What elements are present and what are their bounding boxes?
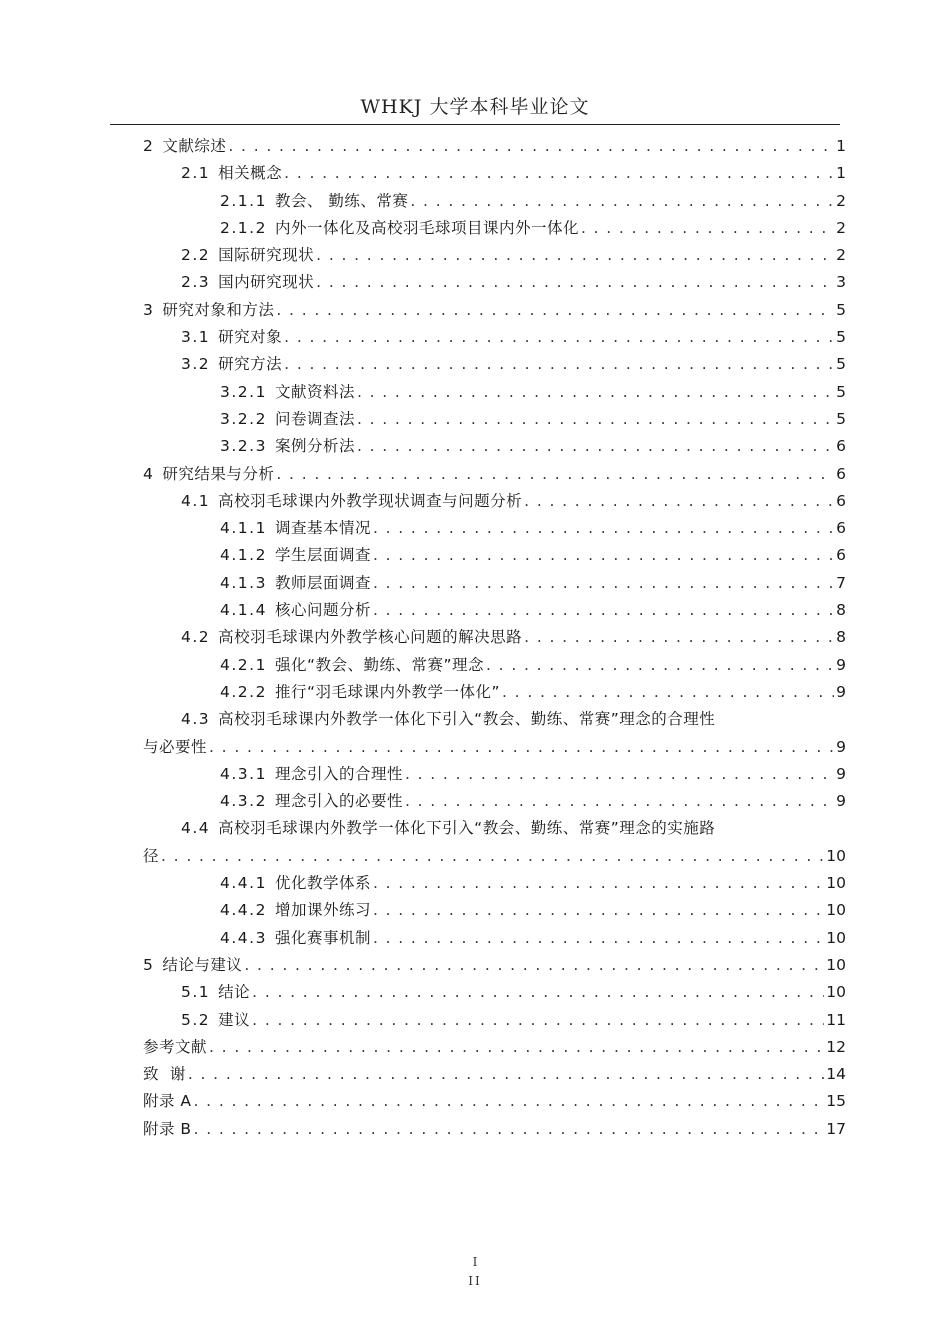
toc-entry-title: 国际研究现状 — [218, 246, 315, 265]
toc-page-number: 5 — [836, 300, 846, 319]
toc-entry[interactable] — [143, 461, 846, 488]
toc-entry[interactable] — [143, 652, 846, 679]
toc-entry-title: 推行“羽毛球课内外教学一体化” — [274, 682, 501, 701]
toc-page-number: 1 — [836, 137, 846, 155]
toc-leader-dots — [405, 788, 834, 815]
toc-entry-number: 2.1 — [181, 164, 211, 183]
toc-entry-number: 4 — [143, 464, 155, 483]
toc-leader-dots — [276, 461, 834, 488]
toc-entry-number: 4.4.1 — [220, 874, 267, 893]
toc-entry[interactable] — [143, 133, 846, 160]
toc-leader-dots — [161, 843, 824, 870]
toc-entry-title: 研究结果与分析 — [162, 464, 275, 483]
toc-entry-number: 4.1.4 — [220, 601, 267, 620]
toc-leader-dots — [244, 952, 824, 979]
toc-page-number: 7 — [836, 573, 846, 592]
toc-entry[interactable] — [143, 379, 846, 406]
toc-page-number: 1 — [836, 164, 846, 183]
toc-entry-title: 高校羽毛球课内外教学一体化下引入“教会、勤练、常赛”理念的实施路 — [218, 819, 716, 838]
toc-entry-number: 2.2 — [181, 246, 211, 265]
toc-entry-title: 研究对象 — [218, 328, 283, 347]
toc-entry-title: 相关概念 — [218, 164, 283, 183]
toc-entry-number: 4.4 — [181, 819, 211, 838]
toc-entry[interactable] — [143, 1061, 846, 1088]
toc-leader-dots — [316, 242, 834, 269]
toc-entry-number: 2.3 — [181, 273, 211, 292]
toc-entry-title: 附录 B — [143, 1119, 192, 1138]
toc-entry-title: 理念引入的合理性 — [274, 764, 403, 783]
toc-leader-dots — [188, 1061, 824, 1088]
toc-page-number: 5 — [836, 409, 846, 428]
toc-entry[interactable] — [143, 188, 846, 215]
toc-page-number: 9 — [836, 764, 846, 783]
toc-entry-title: 问卷调查法 — [274, 409, 355, 428]
toc-entry[interactable] — [143, 624, 846, 651]
toc-page-number: 10 — [826, 901, 846, 920]
toc-page-number: 15 — [826, 1092, 846, 1111]
toc-page-number: 2 — [836, 191, 846, 210]
page-header-title: WHKJ 大学本科毕业论文 — [360, 96, 590, 118]
toc-entry-number: 2.1.2 — [220, 218, 267, 237]
toc-leader-dots — [373, 870, 824, 897]
toc-entry[interactable] — [143, 925, 846, 952]
toc-leader-dots — [502, 679, 834, 706]
toc-leader-dots — [284, 160, 834, 187]
toc-entry[interactable] — [143, 542, 846, 569]
toc-entry[interactable] — [143, 870, 846, 897]
toc-entry-title: 调查基本情况 — [274, 519, 371, 538]
toc-entry[interactable] — [143, 597, 846, 624]
toc-leader-dots — [373, 597, 834, 624]
toc-entry[interactable] — [143, 269, 846, 296]
header-rule — [110, 124, 840, 125]
toc-entry-title: 内外一体化及高校羽毛球项目课内外一体化 — [274, 218, 579, 237]
toc-entry-number: 3.2 — [181, 355, 211, 374]
toc-entry-number: 2 — [143, 137, 155, 155]
toc-entry[interactable] — [143, 706, 846, 733]
toc-entry-title: 强化“教会、勤练、常赛”理念 — [274, 655, 485, 674]
toc-entry-number: 4.2 — [181, 628, 211, 647]
toc-leader-dots — [252, 1007, 824, 1034]
toc-page-number: 12 — [826, 1037, 846, 1056]
toc-entry-title: 高校羽毛球课内外教学现状调查与问题分析 — [218, 491, 523, 510]
toc-entry[interactable] — [143, 1116, 846, 1143]
toc-page-number: 14 — [826, 1065, 846, 1084]
toc-entry-title: 理念引入的必要性 — [274, 792, 403, 811]
toc-entry[interactable] — [143, 1007, 846, 1034]
toc-leader-dots — [373, 542, 834, 569]
toc-entry[interactable] — [143, 215, 846, 242]
toc-entry-number: 3.2.3 — [220, 437, 267, 456]
toc-leader-dots — [284, 324, 834, 351]
toc-page-number: 10 — [826, 983, 846, 1002]
toc-entry[interactable] — [143, 242, 846, 269]
toc-page-number: 8 — [836, 628, 846, 647]
toc-leader-dots — [357, 406, 834, 433]
toc-entry-title: 优化教学体系 — [274, 874, 371, 893]
toc-entry[interactable] — [143, 679, 846, 706]
toc-entry[interactable] — [143, 952, 846, 979]
toc-entry[interactable] — [143, 979, 846, 1006]
page-number-roman: I — [472, 1255, 478, 1269]
toc-page-number: 6 — [836, 519, 846, 538]
toc-leader-dots — [316, 269, 834, 296]
toc-leader-dots — [357, 433, 834, 460]
toc-leader-dots — [284, 351, 834, 378]
toc-entry[interactable] — [143, 788, 846, 815]
toc-entry-number: 4.3.1 — [220, 764, 267, 783]
toc-entry-number: 5.1 — [181, 983, 211, 1002]
toc-page-number: 11 — [826, 1010, 846, 1029]
toc-page-number: 2 — [836, 218, 846, 237]
toc-entry-continuation[interactable] — [143, 843, 846, 870]
toc-page-number: 10 — [826, 874, 846, 893]
toc-entry-title: 高校羽毛球课内外教学核心问题的解决思路 — [218, 628, 523, 647]
toc-page-number: 5 — [836, 355, 846, 374]
toc-leader-dots — [524, 488, 834, 515]
toc-entry-number: 4.3 — [181, 710, 211, 729]
toc-leader-dots — [276, 297, 834, 324]
toc-entry-title: 致 谢 — [143, 1065, 186, 1084]
toc-page-number: 10 — [826, 928, 846, 947]
toc-entry-number: 5 — [143, 955, 155, 974]
toc-entry-title: 文献综述 — [162, 137, 227, 155]
toc-entry-title: 教师层面调查 — [274, 573, 371, 592]
toc-page-number: 10 — [826, 846, 846, 865]
toc-entry-number: 4.2.2 — [220, 682, 267, 701]
toc-page-number: 6 — [836, 491, 846, 510]
toc-entry-title: 附录 A — [143, 1092, 192, 1111]
toc-entry-title: 学生层面调查 — [274, 546, 371, 565]
page-number-roman-secondary: II — [468, 1274, 482, 1288]
toc-entry-title: 教会、 勤练、常赛 — [274, 191, 409, 210]
toc-leader-dots — [405, 761, 834, 788]
toc-entry-title: 结论 — [218, 983, 251, 1002]
toc-leader-dots — [410, 188, 834, 215]
toc-entry-number: 3.2.1 — [220, 382, 267, 401]
toc-entry-title-continuation: 与必要性 — [143, 737, 208, 756]
toc-entry-title: 核心问题分析 — [274, 601, 371, 620]
toc-entry-number: 3 — [143, 300, 155, 319]
toc-page-number: 6 — [836, 437, 846, 456]
toc-entry-title: 结论与建议 — [162, 955, 243, 974]
toc-page-number: 6 — [836, 464, 846, 483]
toc-page-number: 5 — [836, 382, 846, 401]
toc-entry[interactable] — [143, 297, 846, 324]
toc-page-number: 3 — [836, 273, 846, 292]
toc-entry[interactable] — [143, 761, 846, 788]
table-of-contents — [143, 133, 846, 1143]
toc-entry[interactable] — [143, 406, 846, 433]
toc-leader-dots — [252, 979, 824, 1006]
toc-leader-dots — [373, 925, 824, 952]
toc-entry-title: 强化赛事机制 — [274, 928, 371, 947]
toc-leader-dots — [209, 734, 834, 761]
toc-leader-dots — [373, 515, 834, 542]
toc-page-number: 6 — [836, 546, 846, 565]
toc-entry-number: 2.1.1 — [220, 191, 267, 210]
toc-entry[interactable] — [143, 433, 846, 460]
toc-entry-number: 4.1 — [181, 491, 211, 510]
toc-entry-number: 4.4.2 — [220, 901, 267, 920]
toc-page-number: 8 — [836, 601, 846, 620]
toc-entry-number: 3.1 — [181, 328, 211, 347]
toc-entry[interactable] — [143, 324, 846, 351]
toc-entry[interactable] — [143, 815, 846, 842]
toc-entry-title: 案例分析法 — [274, 437, 355, 456]
toc-page-number: 9 — [836, 682, 846, 701]
toc-leader-dots — [194, 1088, 825, 1115]
toc-entry[interactable] — [143, 1088, 846, 1115]
toc-entry-number: 3.2.2 — [220, 409, 267, 428]
toc-entry-title: 研究方法 — [218, 355, 283, 374]
toc-page-number: 17 — [826, 1119, 846, 1138]
toc-entry-title-continuation: 径 — [143, 846, 160, 865]
toc-leader-dots — [194, 1116, 825, 1143]
toc-entry[interactable] — [143, 351, 846, 378]
toc-entry-title: 国内研究现状 — [218, 273, 315, 292]
toc-entry[interactable] — [143, 897, 846, 924]
toc-entry[interactable] — [143, 1034, 846, 1061]
toc-page-number: 9 — [836, 792, 846, 811]
toc-entry-number: 5.2 — [181, 1010, 211, 1029]
toc-entry-number: 4.2.1 — [220, 655, 267, 674]
toc-leader-dots — [373, 570, 834, 597]
toc-page-number: 2 — [836, 246, 846, 265]
toc-entry-title: 建议 — [218, 1010, 251, 1029]
toc-entry-number: 4.1.1 — [220, 519, 267, 538]
toc-entry-number: 4.3.2 — [220, 792, 267, 811]
toc-entry[interactable] — [143, 160, 846, 187]
toc-page-number: 9 — [836, 655, 846, 674]
toc-entry[interactable] — [143, 488, 846, 515]
toc-entry-number: 4.1.2 — [220, 546, 267, 565]
toc-page-number: 10 — [826, 955, 846, 974]
toc-leader-dots — [486, 652, 834, 679]
toc-entry[interactable] — [143, 515, 846, 542]
toc-entry-title: 高校羽毛球课内外教学一体化下引入“教会、勤练、常赛”理念的合理性 — [218, 710, 716, 729]
toc-entry-title: 参考文献 — [143, 1037, 208, 1056]
toc-leader-dots — [209, 1034, 824, 1061]
toc-page-number: 9 — [836, 737, 846, 756]
toc-leader-dots — [581, 215, 834, 242]
toc-leader-dots — [524, 624, 834, 651]
toc-leader-dots — [357, 379, 834, 406]
toc-entry-title: 增加课外练习 — [274, 901, 371, 920]
toc-entry-title: 文献资料法 — [274, 382, 355, 401]
toc-leader-dots — [228, 133, 834, 160]
toc-entry-number: 4.4.3 — [220, 928, 267, 947]
toc-entry[interactable] — [143, 570, 846, 597]
toc-entry-title: 研究对象和方法 — [162, 300, 275, 319]
toc-entry-continuation[interactable] — [143, 734, 846, 761]
toc-leader-dots — [373, 897, 824, 924]
toc-entry-number: 4.1.3 — [220, 573, 267, 592]
toc-page-number: 5 — [836, 328, 846, 347]
